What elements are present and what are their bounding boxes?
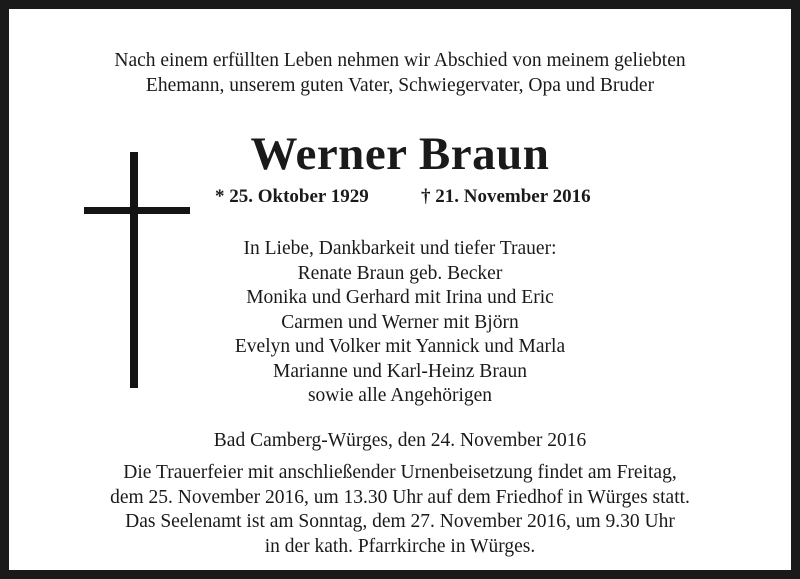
death-date: † 21. November 2016 xyxy=(421,186,591,207)
life-dates xyxy=(205,185,625,209)
intro-text xyxy=(9,48,791,98)
mourner-line: sowie alle Angehörigen xyxy=(307,385,493,406)
service-line: dem 25. November 2016, um 13.30 Uhr auf dem Friedhof in Würges statt. xyxy=(110,486,690,508)
service-line: Das Seelenamt ist am Sonntag, dem 27. November 2016, um 9.30 Uhr xyxy=(125,511,675,532)
mourners-list xyxy=(9,237,791,409)
birth-date: * 25. Oktober 1929 xyxy=(215,186,369,207)
cross-horizontal-beam xyxy=(84,207,190,214)
intro-line: Nach einem erfüllten Leben nehmen wir Abschied von meinem geliebten xyxy=(114,50,686,71)
mourner-line: Monika und Gerhard mit Irina und Eric xyxy=(246,287,554,308)
service-line: in der kath. Pfarrkirche in Würges. xyxy=(264,535,536,557)
service-info xyxy=(9,461,791,559)
mourner-line: Marianne und Karl-Heinz Braun xyxy=(273,360,527,382)
service-line: Die Trauerfeier mit anschließender Urnenbeisetzung findet am Freitag, xyxy=(123,462,677,483)
place-and-date: Bad Camberg-Würges, den 24. November 2016 xyxy=(213,430,587,451)
mourner-line: Carmen und Werner mit Björn xyxy=(281,311,519,333)
mourner-line: Renate Braun geb. Becker xyxy=(297,262,503,284)
mourner-line: Evelyn und Volker mit Yannick und Marla xyxy=(234,336,566,357)
deceased-name: Werner Braun xyxy=(250,128,550,180)
mourners-heading: In Liebe, Dankbarkeit und tiefer Trauer: xyxy=(243,238,557,259)
intro-line: Ehemann, unserem guten Vater, Schwiegervater, Opa und Bruder xyxy=(145,75,655,96)
